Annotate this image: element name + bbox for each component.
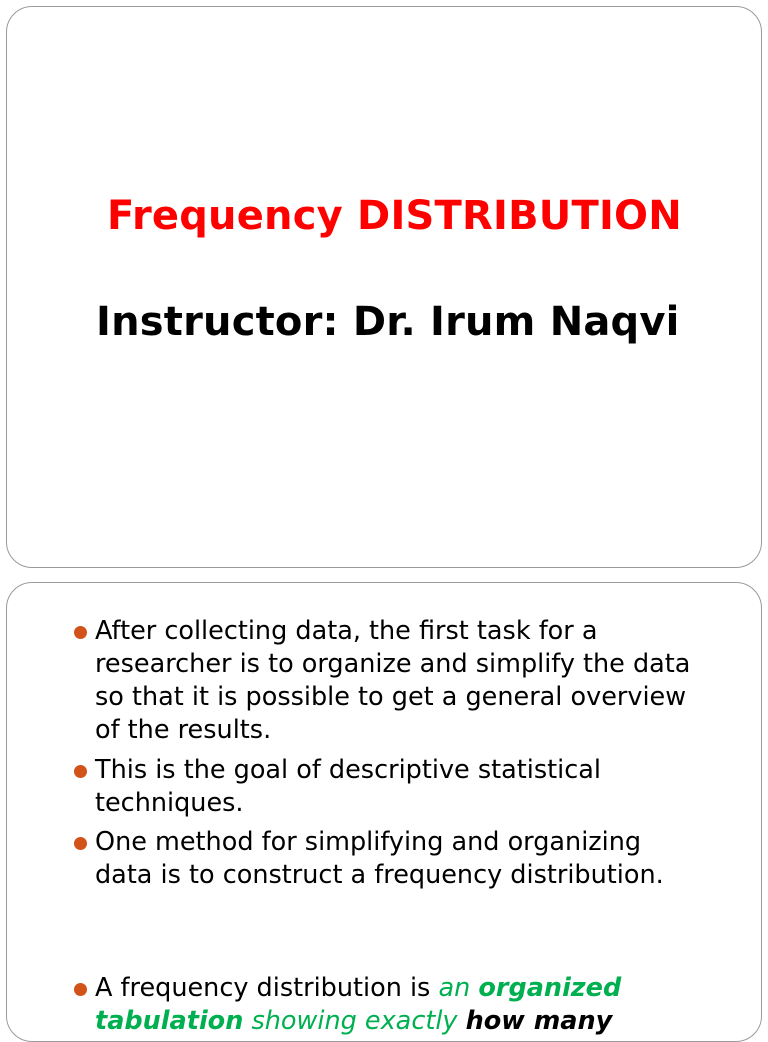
bullet-item (95, 615, 705, 747)
bullet-text-highlight: an (438, 973, 479, 1003)
bullet-dot-icon (74, 626, 87, 639)
bullet-text: One method for simplifying and organizing data is to construct a frequency distribution. (95, 827, 664, 890)
bullet-dot-icon (74, 765, 87, 778)
bullet-text-emphasis: how many (465, 1006, 613, 1036)
bullet-text: After collecting data, the first task for a researcher is to organize and simplify the data so that it is possible to get a general overview of the results. (95, 616, 691, 745)
title-slide (6, 6, 762, 568)
bullet-text: This is the goal of descriptive statistical techniques. (95, 755, 601, 818)
slide-title: Frequency DISTRIBUTION (107, 193, 682, 239)
bullet-text-highlight: showing exactly (243, 1006, 466, 1036)
bullet-dot-icon (74, 983, 87, 996)
bullet-dot-icon (74, 837, 87, 850)
bullet-item (95, 972, 705, 1038)
bullet-text-emphasis: organized tabulation (95, 973, 622, 1036)
instructor-name: Instructor: Dr. Irum Naqvi (96, 299, 680, 345)
bullet-text-plain: A frequency distribution is (95, 973, 439, 1003)
bullet-item (95, 754, 705, 820)
bullet-item (95, 826, 705, 892)
content-slide (6, 582, 762, 1042)
